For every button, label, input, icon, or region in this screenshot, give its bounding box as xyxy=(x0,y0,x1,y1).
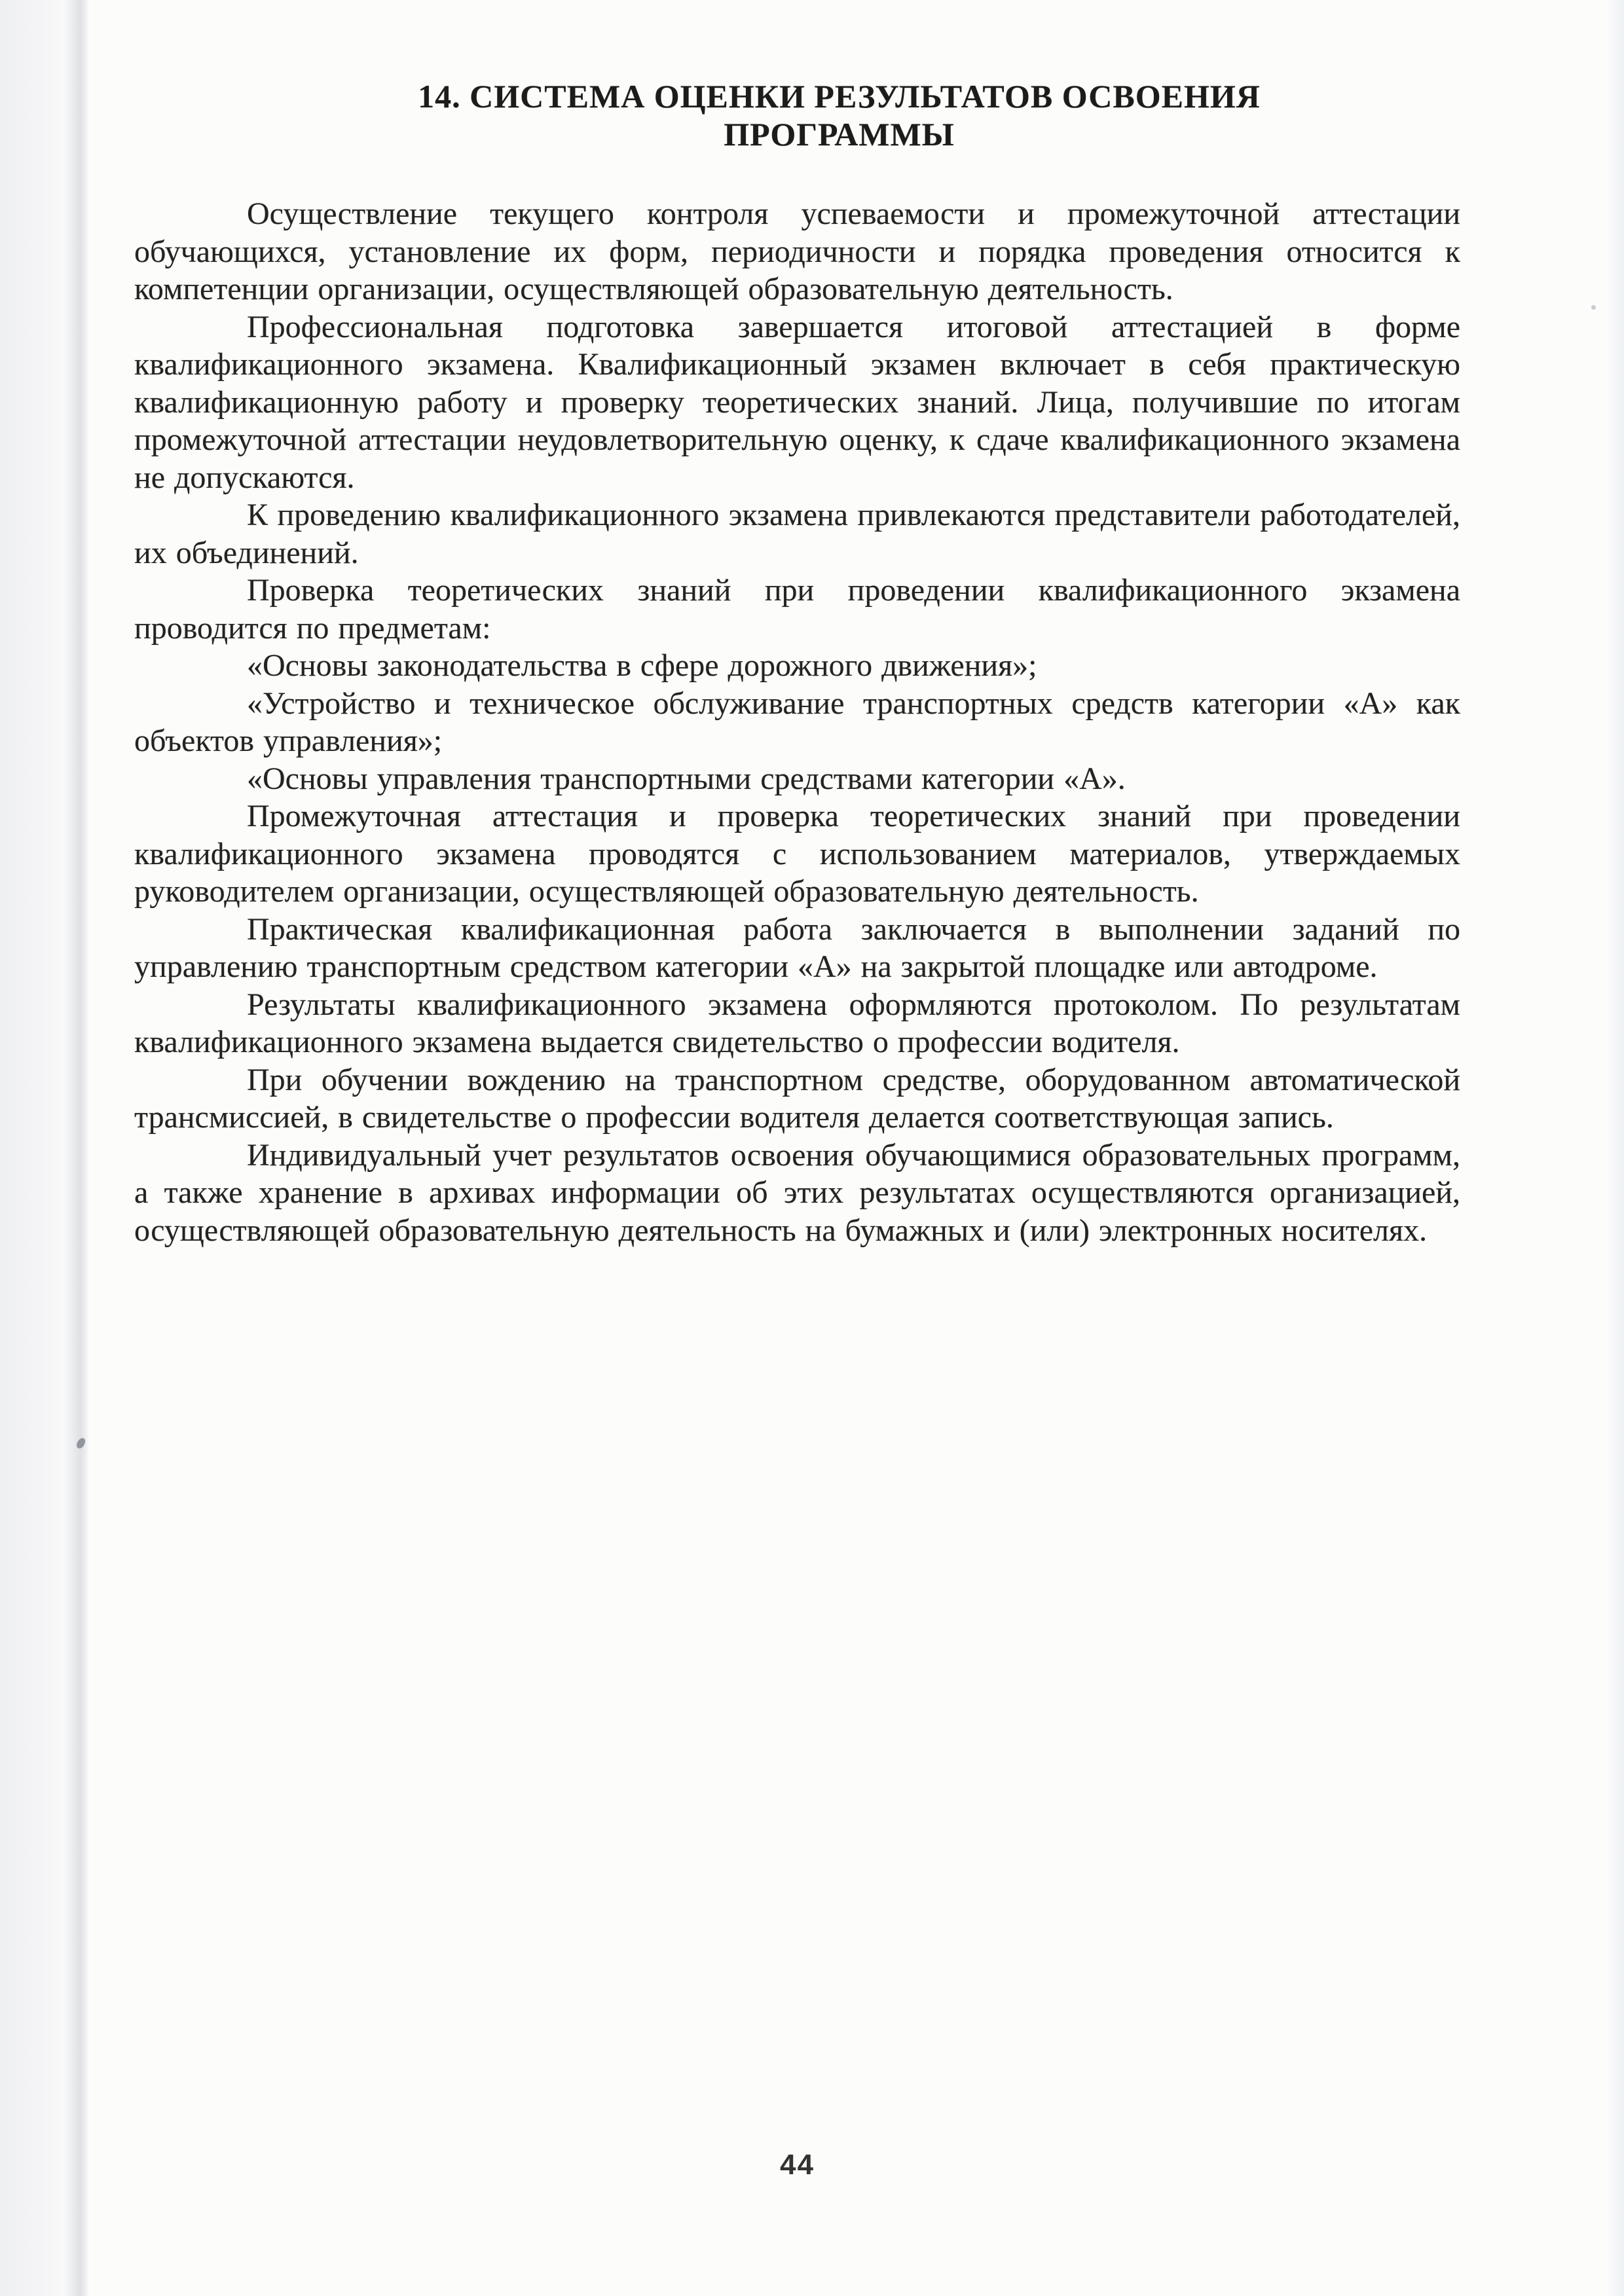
paragraph: Практическая квалификационная работа заключается в выполнении заданий по управлению транспортным средством категории «А» на закрытой площадке или автодроме. xyxy=(134,911,1460,984)
page-title xyxy=(176,77,1502,153)
ink-speck xyxy=(1591,305,1596,310)
paragraph: При обучении вождению на транспортном средстве, оборудованном автоматической трансмиссией, в свидетельстве о профессии водителя делается соответствующая запись. xyxy=(134,1062,1460,1135)
paragraph: Индивидуальный учет результатов освоения обучающимися образовательных программ, а также хранение в архивах информации об этих результатах осуществляются организацией, осуществляющей образовательную деятельность на бумажных и (или) электронных носителях. xyxy=(134,1137,1460,1248)
paragraph: «Основы управления транспортными средствами категории «А». xyxy=(247,761,1126,796)
page-fold-shadow xyxy=(0,0,89,2296)
paragraph: «Устройство и техническое обслуживание транспортных средств категории «А» как объектов управления»; xyxy=(134,685,1460,758)
title-line-2: ПРОГРАММЫ xyxy=(724,116,955,153)
document-body xyxy=(134,77,1460,1249)
title-line-1: 14. СИСТЕМА ОЦЕНКИ РЕЗУЛЬТАТОВ ОСВОЕНИЯ xyxy=(418,78,1261,115)
paragraph: «Основы законодательства в сфере дорожного движения»; xyxy=(247,648,1037,683)
paragraph: Результаты квалификационного экзамена оформляются протоколом. По результатам квалификационного экзамена выдается свидетельство о профессии водителя. xyxy=(134,987,1460,1059)
paragraph: Проверка теоретических знаний при проведении квалификационного экзамена проводится по предметам: xyxy=(134,573,1460,646)
paragraph-container xyxy=(134,195,1460,1249)
scanner-edge-tint xyxy=(1606,0,1624,2296)
page-number: 44 xyxy=(780,2149,815,2181)
paragraph: Профессиональная подготовка завершается итоговой аттестацией в форме квалификационного экзамена. Квалификационный экзамен включает в себя практическую квалификационную работу и проверку теоретических знаний. Лица, получившие по итогам промежуточной аттестации неудовлетворительную оценку, к сдаче квалификационного экзамена не допускаются. xyxy=(134,309,1460,495)
paragraph: Осуществление текущего контроля успеваемости и промежуточной аттестации обучающихся, установление их форм, периодичности и порядка проведения относится к компетенции организации, осуществляющей образовательную деятельность. xyxy=(134,196,1460,306)
paragraph: Промежуточная аттестация и проверка теоретических знаний при проведении квалификационного экзамена проводятся с использованием материалов, утверждаемых руководителем организации, осуществляющей образовательную деятельность. xyxy=(134,799,1460,909)
paragraph: К проведению квалификационного экзамена привлекаются представители работодателей, их объединений. xyxy=(134,498,1460,570)
